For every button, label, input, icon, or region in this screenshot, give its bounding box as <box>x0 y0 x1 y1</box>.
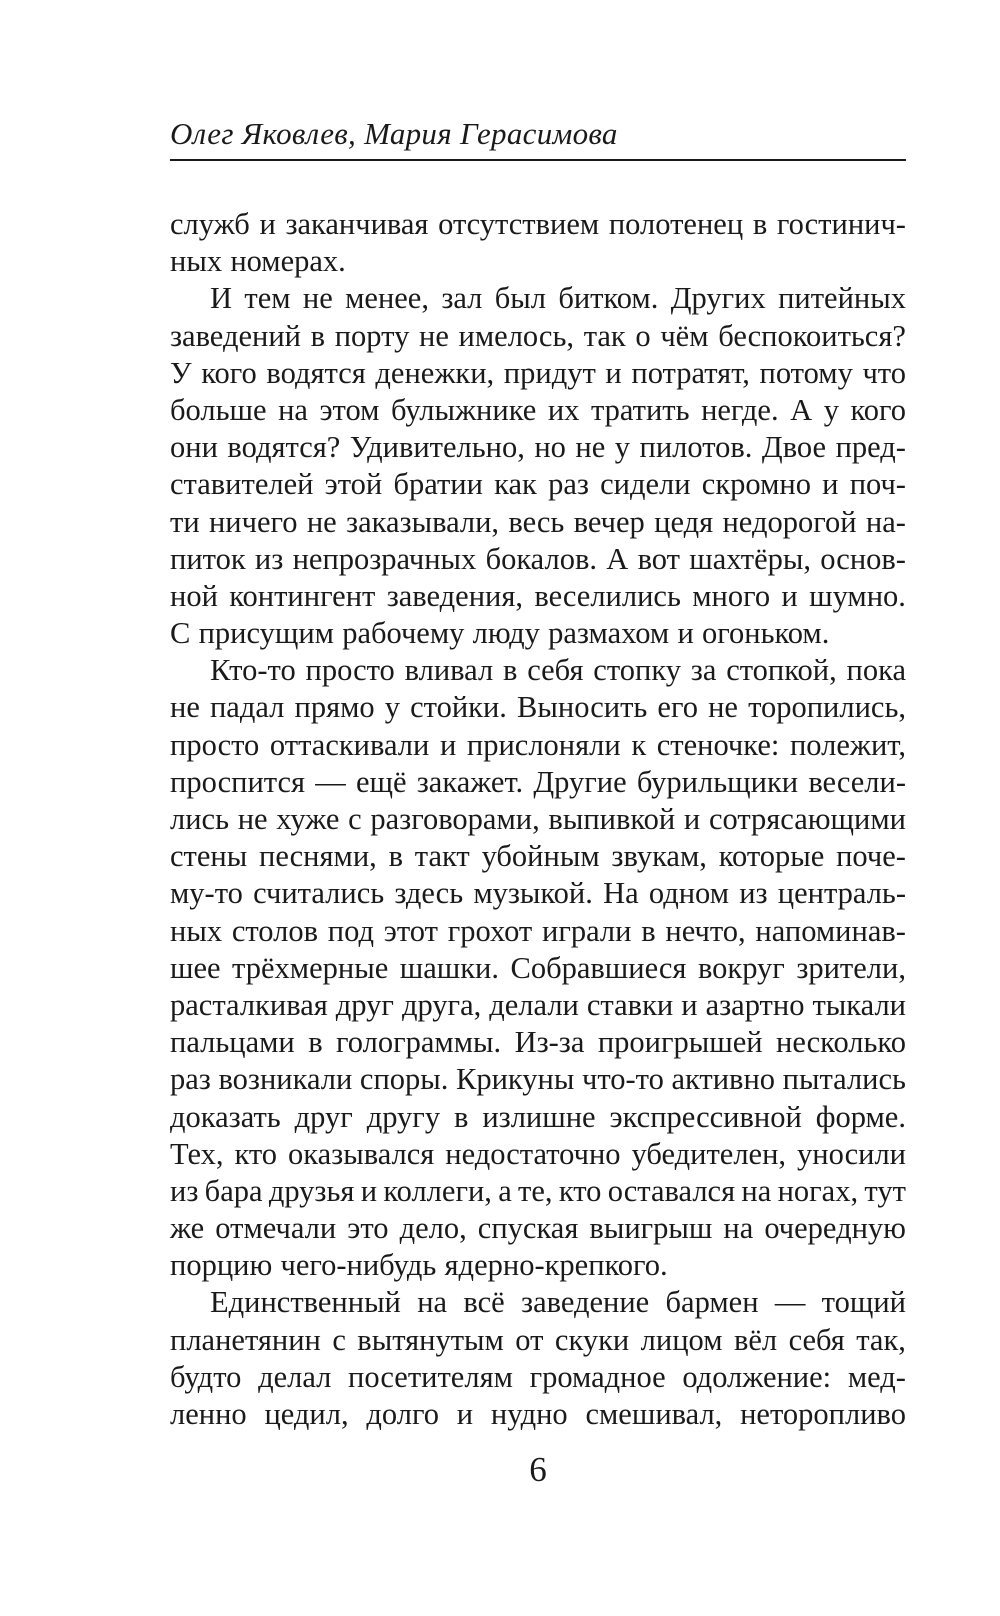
text-line: ных номерах. <box>170 244 346 279</box>
text-line: му-то считались здесь музыкой. На одном из централь- <box>170 876 906 911</box>
text-line: планетянин с вытянутым от скуки лицом вёл себя так, <box>170 1322 906 1357</box>
text-line: служб и заканчивая отсутствием полотенец в гостинич- <box>170 207 906 241</box>
body-text <box>170 206 906 1433</box>
text-line: ной контингент заведения, веселились много и шумно. <box>170 578 906 613</box>
text-line: лись не хуже с разговорами, выпивкой и сотрясающими <box>170 802 906 836</box>
text-line: доказать друг другу в излишне экспрессивной форме. <box>170 1099 906 1134</box>
header-rule <box>170 159 906 161</box>
running-head: Олег Яковлев, Мария Герасимова <box>170 116 618 151</box>
text-line: ти ничего не заказывали, весь вечер цедя недорогой на- <box>170 504 906 539</box>
text-line: пальцами в голограммы. Из-за проигрышей несколько <box>170 1025 906 1060</box>
text-line: ставителей этой братии как раз сидели скромно и поч- <box>170 467 906 502</box>
text-line: шее трёхмерные шашки. Собравшиеся вокруг зрители, <box>170 950 906 985</box>
text-line: стены песнями, в такт убойным звукам, которые поче- <box>170 839 906 874</box>
text-line: будто делал посетителям громадное одолжение: мед- <box>170 1359 906 1394</box>
text-line: С присущим рабочему люду размахом и огоньком. <box>170 616 830 651</box>
text-line: ных столов под этот грохот играли в нечто, напоминав- <box>170 913 906 948</box>
text-line: расталкивая друг друга, делали ставки и азартно тыкали <box>170 987 906 1022</box>
text-line: из бара друзья и коллеги, а те, кто оставался на ногах, тут <box>170 1173 906 1208</box>
text-line: проспится — ещё закажет. Другие бурильщики весели- <box>170 764 906 799</box>
text-line: И тем не менее, зал был битком. Других питейных <box>210 281 906 316</box>
text-line: раз возникали споры. Крикуны что-то активно пытались <box>170 1062 906 1097</box>
text-line: питок из непрозрачных бокалов. А вот шахтёры, основ- <box>170 541 906 576</box>
text-line: ленно цедил, долго и нудно смешивал, неторопливо <box>170 1397 906 1431</box>
text-line: не падал прямо у стойки. Выносить его не торопились, <box>170 690 906 725</box>
text-line: Тех, кто оказывался недостаточно убедителен, уносили <box>170 1136 906 1171</box>
text-line: порцию чего-нибудь ядерно-крепкого. <box>170 1248 668 1283</box>
text-line: больше на этом булыжнике их тратить негде. А у кого <box>170 392 906 427</box>
text-line: заведений в порту не имелось, так о чём беспокоиться? <box>170 318 906 353</box>
text-line: Единственный на всё заведение бармен — тощий <box>210 1285 906 1320</box>
text-line: У кого водятся денежки, придут и потратят, потому что <box>170 355 906 390</box>
text-line: же отмечали это дело, спуская выигрыш на очередную <box>170 1211 906 1246</box>
page-number: 6 <box>529 1450 547 1489</box>
text-line: они водятся? Удивительно, но не у пилотов. Двое пред- <box>170 430 906 465</box>
text-line: просто оттаскивали и прислоняли к стеночке: полежит, <box>170 727 906 762</box>
text-line: Кто-то просто вливал в себя стопку за стопкой, пока <box>210 653 906 688</box>
